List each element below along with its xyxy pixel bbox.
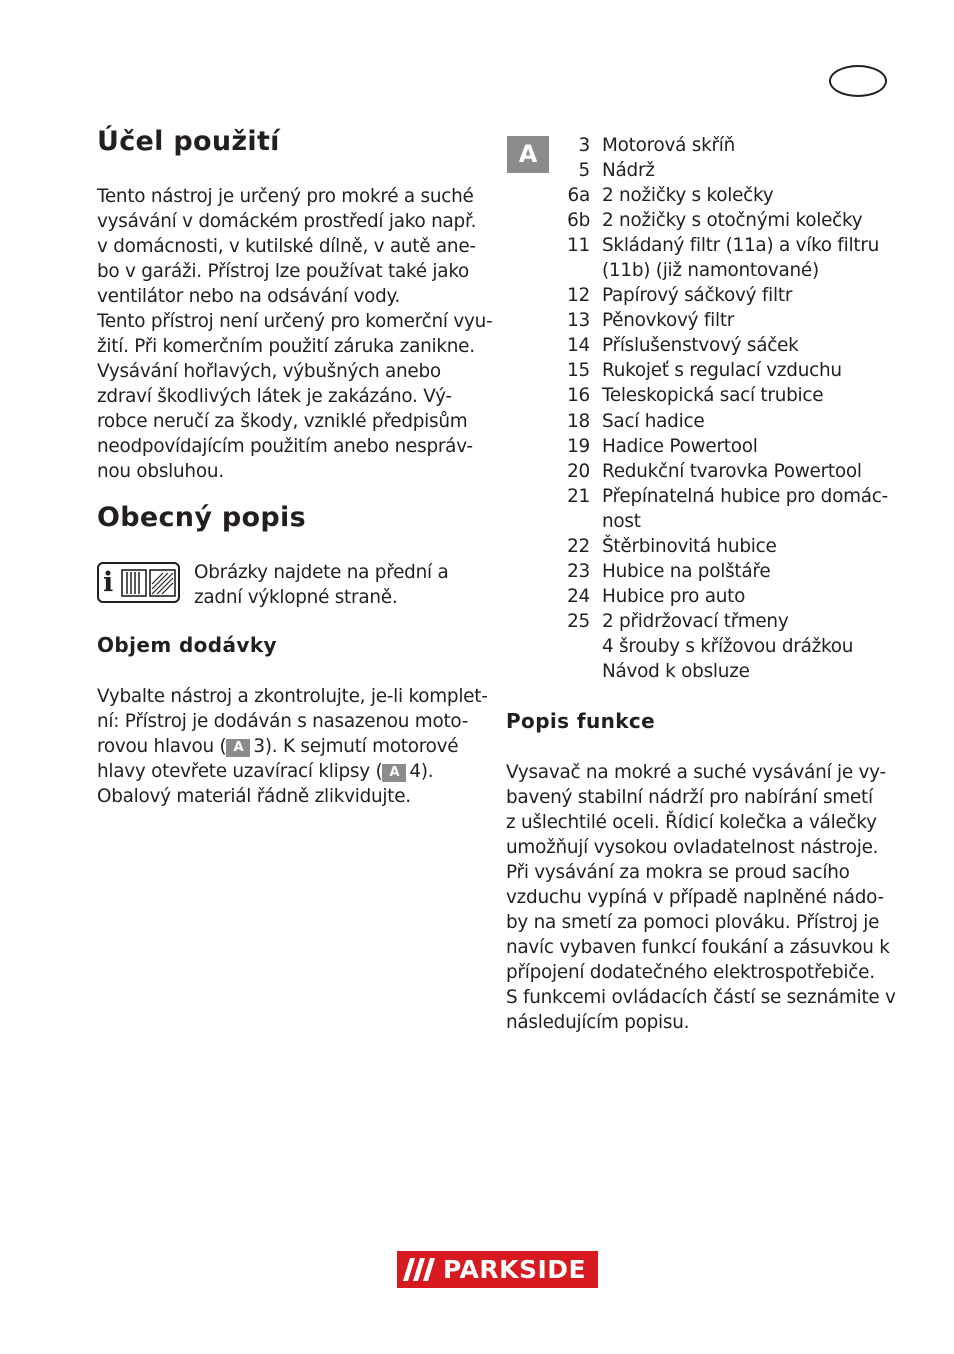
part-label: Hubice na polštáře: [602, 560, 771, 582]
part-label: 2 nožičky s otočnými kolečky: [602, 210, 863, 232]
scope-text: [97, 684, 488, 809]
text-line: následujícím popisu.: [506, 1012, 690, 1033]
part-number: 6b: [567, 210, 590, 232]
part-label: 2 přidržovací třmeny: [602, 610, 789, 632]
part-label: Pěnovkový filtr: [602, 310, 735, 332]
text-line: žití. Při komerčním použití záruka zanikne.: [97, 336, 475, 357]
part-label: Teleskopická sací trubice: [602, 385, 824, 407]
part-label: 4 šrouby s křížovou drážkou: [602, 635, 854, 657]
text-line: Obalový materiál řádně zlikvidujte.: [97, 786, 411, 807]
text-line: Obrázky najdete na přední a: [194, 562, 449, 583]
part-label: Hubice pro auto: [602, 585, 746, 607]
part-number: 20: [567, 460, 590, 482]
part-number: 19: [567, 435, 590, 457]
part-number: 6a: [567, 185, 590, 207]
part-label: Papírový sáčkový filtr: [602, 285, 793, 307]
purpose-text: [97, 184, 492, 484]
text-line: vysávání v domáckém prostředí jako např.: [97, 211, 477, 232]
function-text: [506, 760, 896, 1035]
text-fragment: hlavy otevřete uzavírací klipsy (: [97, 761, 383, 782]
part-label: (11b) (již namontované): [602, 260, 819, 282]
text-line: [97, 734, 488, 759]
part-number: 13: [567, 310, 590, 332]
part-label: Sací hadice: [602, 410, 705, 432]
text-line: Vysavač na mokré a suché vysávání je vy-: [506, 762, 886, 783]
text-line: Vybalte nástroj a zkontrolujte, je-li komplet-: [97, 686, 488, 707]
text-line: navíc vybaven funkcí foukání a zásuvkou k: [506, 937, 890, 958]
part-number: 23: [567, 560, 590, 582]
part-label: Motorová skříň: [602, 135, 736, 156]
text-line: umožňují vysokou ovladatelnost nástroje.: [506, 837, 879, 858]
text-line: z ušlechtilé oceli. Řídicí kolečka a válečky: [506, 812, 877, 833]
text-fragment: rovou hlavou (: [97, 736, 227, 757]
part-label: Návod k obsluze: [602, 660, 750, 682]
info-text: [194, 560, 448, 610]
part-label: Hadice Powertool: [602, 435, 758, 457]
text-line: vzduchu vypíná v případě naplněné nádo-: [506, 887, 884, 908]
text-line: bo v garáži. Přístroj lze používat také jako: [97, 261, 470, 282]
text-line: v domácnosti, v kutilské dílně, v autě ane-: [97, 236, 476, 257]
part-number: 22: [567, 535, 590, 557]
heading-function-description: Popis funkce: [506, 709, 656, 733]
text-line: [97, 759, 488, 784]
brand-name: PARKSIDE: [443, 1255, 587, 1284]
part-number: 18: [567, 410, 590, 432]
text-line: zadní výklopné straně.: [194, 587, 398, 608]
text-line: nou obsluhou.: [97, 461, 224, 482]
logo-slashes-icon: [401, 1255, 443, 1284]
text-line: robce neručí za škody, vzniklé předpisům: [97, 411, 468, 432]
part-label: nost: [602, 510, 641, 532]
parkside-logo: [397, 1251, 598, 1288]
heading-scope-of-delivery: Objem dodávky: [97, 633, 277, 657]
heading-purpose: Účel použití: [97, 126, 280, 157]
heading-general-description: Obecný popis: [97, 502, 306, 533]
part-number: 14: [567, 335, 590, 357]
text-line: ventilátor nebo na odsávání vody.: [97, 286, 401, 307]
part-label: Skládaný filtr (11a) a víko filtru: [602, 235, 880, 257]
text-fragment: 3). K sejmutí motorové: [253, 736, 459, 757]
text-line: Tento přístroj není určený pro komerční vyu-: [97, 311, 493, 332]
info-pages-icon: i: [97, 562, 180, 603]
text-line: Tento nástroj je určený pro mokré a suché: [97, 186, 474, 207]
text-fragment: 4).: [409, 761, 434, 782]
text-line: ní: Přístroj je dodáván s nasazenou moto-: [97, 711, 469, 732]
text-line: zdraví škodlivých látek je zakázáno. Vý-: [97, 386, 452, 407]
part-label: Redukční tvarovka Powertool: [602, 460, 862, 482]
part-number: 5: [578, 160, 590, 182]
part-label: Rukojeť s regulací vzduchu: [602, 360, 842, 382]
text-line: bavený stabilní nádrží pro nabírání smetí: [506, 787, 873, 808]
part-number: 15: [567, 360, 590, 382]
text-line: by na smetí za pomoci plováku. Přístroj je: [506, 912, 880, 933]
text-line: Vysávání hořlavých, výbušných anebo: [97, 361, 441, 382]
part-label: Nádrž: [602, 160, 655, 182]
part-number: 11: [567, 235, 590, 257]
part-number: 24: [567, 585, 590, 607]
part-number: 16: [567, 385, 590, 407]
text-line: Při vysávání za mokra se proud sacího: [506, 862, 850, 883]
part-number: 21: [567, 485, 590, 507]
text-line: neodpovídajícím použitím anebo nespráv-: [97, 436, 473, 457]
text-line: S funkcemi ovládacích částí se seznámite v: [506, 987, 896, 1008]
figure-a-badge: A: [382, 764, 406, 782]
language-marker-oval: [829, 65, 887, 97]
part-number: 3: [578, 135, 590, 156]
text-line: přípojení dodatečného elektrospotřebiče.: [506, 962, 875, 983]
figure-a-badge: A: [507, 136, 549, 173]
part-number: 25: [567, 610, 590, 632]
part-label: Přepínatelná hubice pro domác-: [602, 485, 889, 507]
part-label: Příslušenstvový sáček: [602, 335, 799, 357]
part-label: 2 nožičky s kolečky: [602, 185, 774, 207]
figure-a-badge: A: [226, 739, 250, 757]
part-label: Štěrbinovitá hubice: [602, 535, 777, 557]
part-number: 12: [567, 285, 590, 307]
